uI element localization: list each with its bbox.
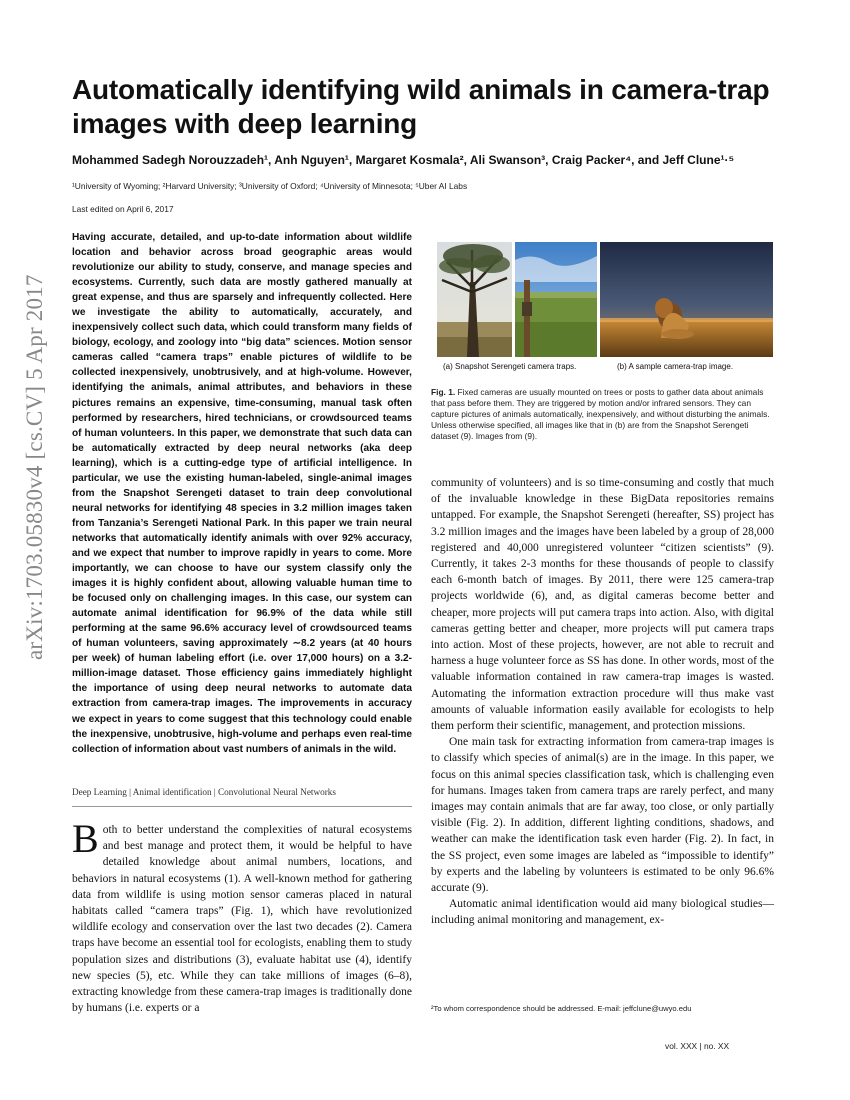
page-info: vol. XXX | no. XX bbox=[665, 1041, 730, 1051]
paper-title: Automatically identifying wild animals in camera-trap images with deep learning bbox=[72, 74, 770, 139]
figure-1-photos bbox=[437, 242, 773, 357]
paragraph: Automatic animal identification would aid many biological studies—including animal monitoring and management, ex- bbox=[431, 898, 774, 927]
figure-label: Fig. 1. bbox=[431, 387, 456, 397]
tree-photo bbox=[437, 242, 512, 357]
arxiv-stamp: arXiv:1703.05830v4 [cs.CV] 5 Apr 2017 bbox=[22, 274, 47, 660]
figure-caption bbox=[431, 387, 774, 442]
post-photo bbox=[515, 242, 597, 357]
drop-cap: B bbox=[72, 816, 99, 861]
keywords: Deep Learning | Animal identification | Convolutional Neural Networks bbox=[72, 787, 336, 797]
paragraph: One main task for extracting information from camera-trap images is to classify which species of animal(s) are in the image. In this paper, we focus on this animal species classification task, which is challenging even for humans. Images taken from camera traps are rarely perfect, and many images may contain animals that are far away, too close, or only partially visible (Fig. 2). In addition, different lighting conditions, shadows, and weather can make the identification task even harder (Fig. 2). In fact, in the SS project, even some images are labeled as “impossible to identify” by experts and the labeling by volunteers is estimated to be only 96.6% accurate (9). bbox=[431, 736, 774, 895]
abstract: Having accurate, detailed, and up-to-date information about wildlife location and behavior across broad geographic areas would revolutionize our ability to study, conserve, and manage species and ecosystems. Currently, such data are mostly gathered manually at great expense, and thus are sparsely and infrequently collected. Here we investigate the ability to automatically, accurately, and inexpensively collect such data, which could transform many fields of biology, ecology, and zoology into “big data” sciences. Motion sensor cameras called “camera traps” enable pictures of wildlife to be collected inexpensively, unobtrusively, and at high-volume. However, identifying the animals, animal attributes, and behaviors in these pictures remains an expensive, time-consuming, manual task often performed by researchers, hired technicians, or crowdsourced teams of human volunteers. In this paper, we demonstrate that such data can be automatically extracted by deep neural networks (aka deep learning), which is a cutting-edge type of artificial intelligence. In particular, we use the existing human-labeled, single-animal images from the Snapshot Serengeti dataset to train deep convolutional neural networks for identifying 48 species in 3.2 million images taken from Tanzania’s Serengeti National Park. In this paper we train neural networks that automatically identify animals with over 92% accuracy, and we expect that number to improve rapidly in years to come. More importantly, we can choose to have our system classify only the images it is highly confident about, allowing valuable human time to be focused only on challenging images. In this case, our system can automate animal identification for 96.9% of the data while still performing at the same 96.6% accuracy level of crowdsourced teams of human volunteers, saving approximately ∼8.2 years (at 40 hours per week) of human labeling effort (i.e. over 17,000 hours) on a 3.2-million-image dataset. Those efficiency gains immediately highlight the importance of using deep neural networks to automate data extraction from camera-trap images. The improvements in accuracy we expect in years to come suggest that this technology could enable the inexpensive, unobtrusive, high-volume and perhaps even real-time collection of information about vast numbers of animals in the wild. bbox=[72, 232, 412, 755]
body-column-right bbox=[431, 475, 774, 929]
author-list: Mohammed Sadegh Norouzzadeh¹, Anh Nguyen¹, Margaret Kosmala², Ali Swanson³, Craig Packer⁴, and Jeff Clune¹·⁵ bbox=[72, 153, 735, 167]
intro-paragraph: oth to better understand the complexities of natural ecosystems and best manage and protect them, it would be helpful to have detailed knowledge about animal numbers, locations, and behaviors in natural ecosystems (1). A well-known method for gathering data from wildlife is using motion sensor cameras placed in natural habitats called “camera traps” (Fig. 1), which have revolutionized wildlife ecology and conservation over the last two decades (2). Camera traps have become an essential tool for ecologists, enabling them to study population sizes and distributions (3), evaluate habitat use (4), identify new species (5), etc. While they can take millions of images (6–8), extracting knowledge from these camera-trap images is traditionally done by humans (i.e. experts or a bbox=[72, 824, 412, 1015]
subcaption-b: (b) A sample camera-trap image. bbox=[617, 362, 734, 371]
figure-caption-text: Fixed cameras are usually mounted on trees or posts to gather data about animals that pass before them. They are triggered by motion and/or infrared sensors. They can capture pictures of animals automatically, inexpensively, and without disturbing the animals. Unless otherwise specified, all images like that in (b) are from the Snapshot Serengeti dataset (9). Images from (9). bbox=[431, 387, 770, 442]
last-edited: Last edited on April 6, 2017 bbox=[72, 204, 174, 214]
lion-photo bbox=[600, 242, 773, 357]
body-column-left bbox=[72, 816, 412, 1016]
paragraph: community of volunteers) and is so time-consuming and costly that much of the invaluable knowledge in these BigData repositories remains untapped. For example, the Snapshot Serengeti (hereafter, SS) project has 3.2 million images and the images have been labeled by a group of 28,000 registered and 40,000 unregistered volunteer “citizen scientists” (9). Currently, it takes 2-3 months for these thousands of people to classify each 6-month batch of images. By 2011, there were 125 camera-trap projects worldwide (6), and, as digital cameras become better and cheaper, more projects will put camera traps into action. Also, with digital cameras getting better and cheaper, more projects will put camera traps into action. Most of these projects, however, are not able to recruit and harness a huge volunteer force as SS has done. In other words, most of the valuable information contained in raw camera-trap images is wasted. Automating the information extraction procedure will thus make vast amounts of valuable information easily available for ecologists to help them perform their scientific, management, and protection missions. bbox=[431, 477, 774, 733]
section-divider bbox=[72, 806, 412, 807]
figure-1 bbox=[437, 242, 773, 357]
subcaption-a: (a) Snapshot Serengeti camera traps. bbox=[443, 362, 577, 371]
footnote: ²To whom correspondence should be addressed. E-mail: jeffclune@uwyo.edu bbox=[431, 1004, 692, 1013]
affiliations: ¹University of Wyoming; ²Harvard University; ³University of Oxford; ⁴University of Minnesota; ⁵Uber AI Labs bbox=[72, 181, 468, 191]
